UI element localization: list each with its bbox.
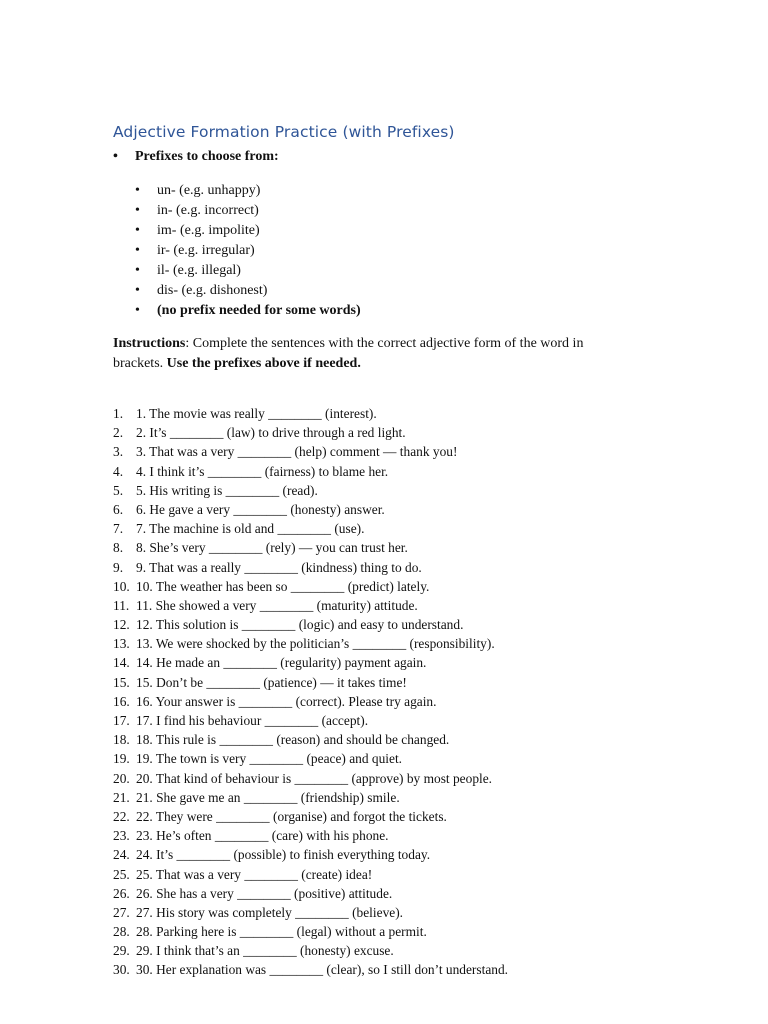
question-text: 17. I find his behaviour ________ (accept).: [136, 713, 369, 728]
question-item: [113, 481, 508, 500]
question-number: 13.: [113, 636, 130, 652]
question-item: [113, 730, 508, 749]
question-number: 24.: [113, 847, 130, 863]
question-text: 28. Parking here is ________ (legal) without a permit.: [136, 924, 427, 940]
question-number: 8.: [113, 540, 124, 556]
question-number: 20.: [113, 770, 130, 786]
question-text: 14. He made an ________ (regularity) payment again.: [136, 655, 427, 671]
question-item: [113, 634, 508, 653]
prefix-item: • (no prefix needed for some words): [135, 301, 361, 321]
question-number: 22.: [113, 808, 130, 824]
question-text: 20. That kind of behaviour is ________ (approve) by most people.: [136, 770, 493, 786]
question-number: 29.: [113, 943, 130, 959]
question-text: 1. The movie was really ________ (interest).: [136, 406, 377, 421]
question-text: 4. I think it’s ________ (fairness) to blame her.: [136, 463, 389, 479]
prefix-item: • dis- (e.g. dishonest): [135, 281, 361, 301]
question-text: 13. We were shocked by the politician’s ________ (responsibility).: [136, 636, 495, 652]
bullet-icon: •: [135, 183, 140, 198]
question-item: [113, 404, 508, 423]
prefix-item: • in- (e.g. incorrect): [135, 201, 361, 221]
question-text: 6. He gave a very ________ (honesty) answer.: [136, 501, 385, 517]
question-item: [113, 711, 508, 730]
question-number: 23.: [113, 828, 130, 844]
question-text: 10. The weather has been so ________ (predict) lately.: [136, 578, 430, 594]
question-list: [113, 404, 508, 980]
bullet-icon: •: [135, 223, 140, 238]
bullet-icon: •: [135, 303, 140, 318]
question-item: [113, 788, 508, 807]
question-number: 27.: [113, 904, 130, 920]
question-item: [113, 903, 508, 922]
question-number: 6.: [113, 501, 124, 517]
question-number: 18.: [113, 732, 130, 748]
question-number: 30.: [113, 962, 130, 978]
question-text: 19. The town is very ________ (peace) and quiet.: [136, 751, 403, 767]
question-item: [113, 692, 508, 711]
question-number: 19.: [113, 751, 130, 767]
question-text: 15. Don’t be ________ (patience) — it takes time!: [136, 674, 407, 690]
question-item: [113, 423, 508, 442]
question-number: 11.: [113, 597, 130, 613]
question-text: 5. His writing is ________ (read).: [136, 482, 318, 498]
prefix-item: • il- (e.g. illegal): [135, 261, 361, 281]
question-number: 16.: [113, 693, 130, 709]
question-number: 12.: [113, 617, 130, 633]
question-number: 21.: [113, 789, 130, 805]
question-text: 2. It’s ________ (law) to drive through a red light.: [136, 425, 406, 441]
question-item: [113, 941, 508, 960]
question-number: 1.: [113, 406, 124, 421]
bullet-icon: •: [135, 263, 140, 278]
question-text: 12. This solution is ________ (logic) and easy to understand.: [136, 617, 464, 633]
question-text: 22. They were ________ (organise) and forgot the tickets.: [136, 808, 447, 824]
question-number: 4.: [113, 463, 124, 479]
question-text: 26. She has a very ________ (positive) attitude.: [136, 885, 393, 901]
prefixes-heading-label: Prefixes to choose from:: [135, 149, 279, 164]
question-number: 15.: [113, 674, 130, 690]
question-text: 27. His story was completely ________ (believe).: [136, 904, 404, 920]
prefix-item: • ir- (e.g. irregular): [135, 241, 361, 261]
question-text: 21. She gave me an ________ (friendship) smile.: [136, 789, 400, 805]
question-text: 24. It’s ________ (possible) to finish everything today.: [136, 847, 431, 863]
question-text: 16. Your answer is ________ (correct). Please try again.: [136, 693, 437, 709]
question-number: 5.: [113, 482, 124, 498]
question-number: 26.: [113, 885, 130, 901]
prefix-item: • im- (e.g. impolite): [135, 221, 361, 241]
question-text: 11. She showed a very ________ (maturity) attitude.: [136, 597, 418, 613]
question-number: 2.: [113, 425, 124, 441]
question-item: [113, 826, 508, 845]
question-number: 28.: [113, 924, 130, 940]
question-item: [113, 653, 508, 672]
question-number: 7.: [113, 521, 124, 537]
question-item: [113, 519, 508, 538]
bullet-icon: •: [135, 283, 140, 298]
question-item: [113, 673, 508, 692]
question-text: 25. That was a very ________ (create) idea!: [136, 866, 373, 882]
page-title: Adjective Formation Practice (with Prefixes): [113, 123, 455, 141]
prefix-list: [135, 181, 361, 321]
prefix-item: • un- (e.g. unhappy): [135, 181, 361, 201]
instructions-bold-text: Use the prefixes above if needed.: [166, 356, 361, 371]
question-number: 25.: [113, 866, 130, 882]
question-item: [113, 462, 508, 481]
question-item: [113, 865, 508, 884]
bullet-icon: •: [135, 203, 140, 218]
question-text: 18. This rule is ________ (reason) and should be changed.: [136, 732, 450, 748]
question-number: 14.: [113, 655, 130, 671]
question-item: [113, 538, 508, 557]
question-item: [113, 845, 508, 864]
question-item: [113, 807, 508, 826]
question-text: 3. That was a very ________ (help) comment — thank you!: [136, 444, 458, 460]
question-item: [113, 615, 508, 634]
instructions-text: : Complete the sentences with the correct adjective form of the word in brackets.: [113, 336, 584, 371]
question-item: [113, 922, 508, 941]
instructions-paragraph: [113, 334, 633, 374]
question-item: [113, 596, 508, 615]
prefixes-heading: [113, 149, 279, 165]
bullet-icon: •: [113, 149, 118, 164]
question-item: [113, 442, 508, 461]
question-number: 17.: [113, 713, 130, 728]
question-text: 7. The machine is old and ________ (use).: [136, 521, 365, 537]
question-number: 9.: [113, 559, 124, 575]
question-item: [113, 884, 508, 903]
question-number: 10.: [113, 578, 130, 594]
question-item: [113, 558, 508, 577]
question-item: [113, 960, 508, 979]
question-item: [113, 577, 508, 596]
instructions-label: Instructions: [113, 336, 186, 351]
question-number: 3.: [113, 444, 124, 460]
question-text: 30. Her explanation was ________ (clear), so I still don’t understand.: [136, 962, 509, 978]
bullet-icon: •: [135, 243, 140, 258]
question-text: 23. He’s often ________ (care) with his phone.: [136, 828, 389, 844]
question-text: 8. She’s very ________ (rely) — you can trust her.: [136, 540, 408, 556]
question-item: [113, 769, 508, 788]
question-item: [113, 749, 508, 768]
question-text: 9. That was a really ________ (kindness) thing to do.: [136, 559, 422, 575]
question-text: 29. I think that’s an ________ (honesty) excuse.: [136, 943, 394, 959]
question-item: [113, 500, 508, 519]
